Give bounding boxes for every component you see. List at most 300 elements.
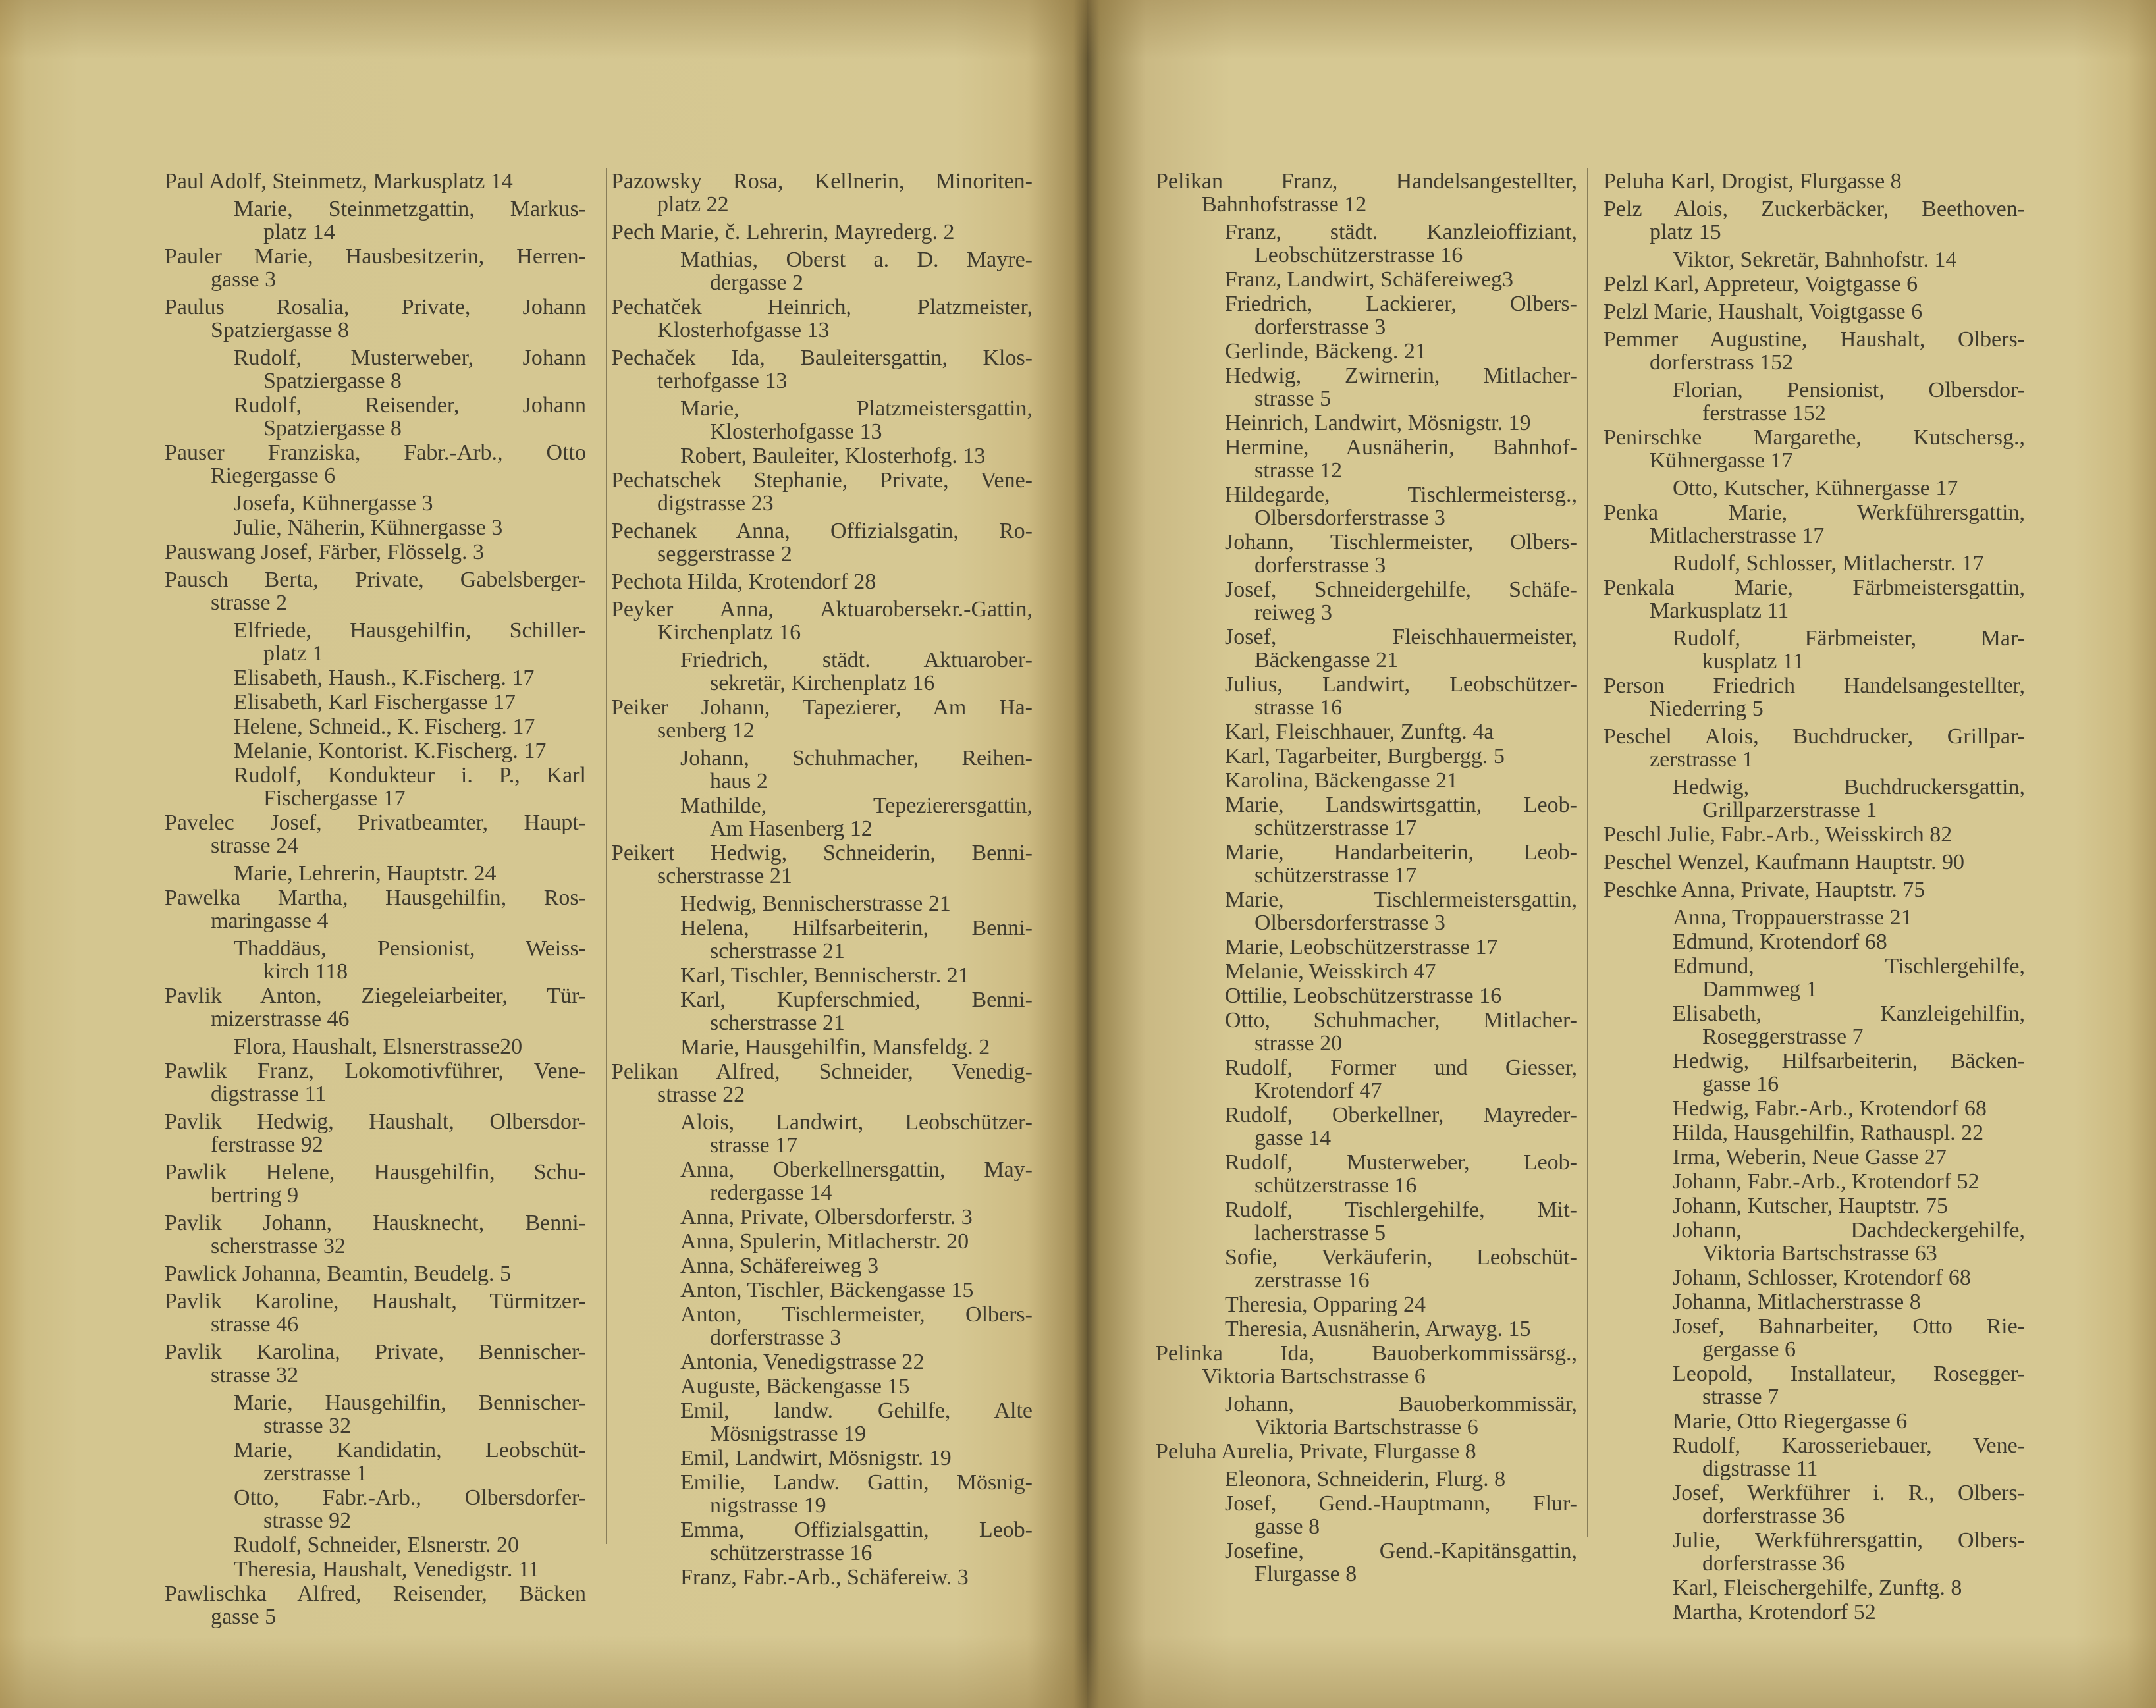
- entry-continuation: Spatziergasse 8: [211, 318, 349, 342]
- entry-text: Pech Marie, č. Lehrerin, Mayrederg. 2: [611, 220, 955, 244]
- directory-subentry: [1156, 483, 1577, 529]
- directory-subentry: [1156, 841, 1577, 887]
- entry-text: Martha, Krotendorf 52: [1673, 1600, 1876, 1624]
- entry-text: Elisabeth, Karl Fischergasse 17: [234, 690, 516, 714]
- directory-subentry: [165, 715, 586, 738]
- directory-subentry: [1604, 1219, 2025, 1265]
- entry-text: Pavlik Hedwig, Haushalt, Olbersdor-: [165, 1109, 586, 1134]
- directory-entry: [1156, 170, 1577, 216]
- entry-continuation: strasse 5: [1254, 387, 1332, 411]
- directory-subentry: [611, 794, 1033, 840]
- directory-subentry: [1156, 626, 1577, 672]
- entry-continuation: Kühnergasse 17: [1650, 448, 1793, 473]
- entry-text: Robert, Bauleiter, Klosterhofg. 13: [680, 444, 986, 468]
- entry-text: Pechanek Anna, Offizialsgatin, Ro-: [611, 519, 1033, 543]
- entry-continuation: strasse 20: [1254, 1031, 1343, 1055]
- entry-continuation: Klosterhofgasse 13: [657, 318, 830, 342]
- entry-text: Pavlik Anton, Ziegeleiarbeiter, Tür-: [165, 984, 586, 1008]
- entry-text: Rudolf, Tischlergehilfe, Mit-: [1225, 1198, 1577, 1222]
- directory-subentry: [611, 747, 1033, 793]
- directory-subentry: [1604, 1434, 2025, 1480]
- entry-continuation: strasse 17: [710, 1133, 798, 1158]
- entry-continuation: redergasse 14: [710, 1181, 832, 1205]
- entry-text: Josef, Fleischhauermeister,: [1225, 625, 1577, 649]
- directory-entry: [165, 568, 586, 614]
- entry-text: Hedwig, Hilfsarbeiterin, Bäcken-: [1673, 1049, 2025, 1073]
- entry-text: Josef, Bahnarbeiter, Otto Rie-: [1673, 1314, 2025, 1339]
- entry-text: Pauler Marie, Hausbesitzerin, Herren-: [165, 244, 586, 269]
- directory-subentry: [611, 892, 1033, 915]
- entry-text: Auguste, Bäckengasse 15: [680, 1374, 910, 1399]
- directory-subentry: [611, 1399, 1033, 1445]
- entry-text: Melanie, Weisskirch 47: [1225, 959, 1436, 984]
- entry-text: Hedwig, Bennischerstrasse 21: [680, 892, 951, 916]
- directory-entry: [1604, 328, 2025, 374]
- entry-text: Hedwig, Buchdruckersgattin,: [1673, 775, 2025, 799]
- directory-subentry: [611, 248, 1033, 294]
- directory-subentry: [611, 1518, 1033, 1564]
- directory-entry: [165, 1341, 586, 1387]
- directory-entry: [165, 984, 586, 1030]
- directory-entry: [611, 469, 1033, 515]
- directory-subentry: [1156, 1293, 1577, 1316]
- entry-continuation: scherstrasse 21: [710, 939, 845, 963]
- entry-continuation: Grillparzerstrasse 1: [1702, 798, 1877, 822]
- entry-text: Flora, Haushalt, Elsnerstrasse20: [234, 1034, 523, 1059]
- entry-text: Karl, Kupferschmied, Benni-: [680, 988, 1033, 1012]
- entry-text: Marie, Otto Riegergasse 6: [1673, 1409, 1908, 1433]
- entry-continuation: dorferstrasse 3: [1254, 315, 1386, 339]
- entry-text: Elisabeth, Haush., K.Fischerg. 17: [234, 666, 535, 690]
- directory-subentry: [1604, 627, 2025, 673]
- directory-subentry: [611, 988, 1033, 1034]
- entry-continuation: schützerstrasse 16: [1254, 1173, 1417, 1198]
- directory-entry: [611, 570, 1033, 593]
- directory-subentry: [1604, 477, 2025, 500]
- directory-column-1: [165, 170, 586, 1633]
- directory-subentry: [165, 691, 586, 714]
- entry-text: Melanie, Kontorist. K.Fischerg. 17: [234, 739, 547, 763]
- directory-subentry: [1604, 1291, 2025, 1314]
- directory-subentry: [611, 649, 1033, 695]
- entry-text: Anton, Tischlermeister, Olbers-: [680, 1302, 1033, 1327]
- directory-subentry: [1604, 1529, 2025, 1575]
- entry-continuation: Olbersdorferstrasse 3: [1254, 911, 1445, 935]
- entry-text: Pawlick Johanna, Beamtin, Beudelg. 5: [165, 1262, 511, 1286]
- entry-continuation: platz 14: [263, 220, 335, 244]
- entry-continuation: platz 22: [657, 192, 729, 217]
- entry-text: Marie, Kandidatin, Leobschüt-: [234, 1438, 586, 1462]
- entry-continuation: gergasse 6: [1702, 1337, 1796, 1362]
- directory-entry: [165, 170, 586, 193]
- entry-text: Anton, Tischler, Bäckengasse 15: [680, 1278, 974, 1302]
- directory-subentry: [1604, 1362, 2025, 1408]
- entry-continuation: scherstrasse 21: [657, 864, 792, 888]
- entry-text: Paulus Rosalia, Private, Johann: [165, 295, 586, 319]
- entry-text: Johann, Bauoberkommissär,: [1225, 1392, 1577, 1416]
- directory-entry: [165, 541, 586, 564]
- entry-text: Julie, Näherin, Kühnergasse 3: [234, 516, 503, 540]
- entry-text: Otto, Schuhmacher, Mitlacher-: [1225, 1008, 1577, 1032]
- directory-subentry: [1156, 1104, 1577, 1150]
- entry-text: Emil, Landwirt, Mösnigstr. 19: [680, 1446, 952, 1470]
- directory-subentry: [1156, 436, 1577, 482]
- directory-subentry: [1156, 1539, 1577, 1586]
- directory-subentry: [165, 1391, 586, 1437]
- entry-text: Helene, Schneid., K. Fischerg. 17: [234, 714, 535, 739]
- entry-continuation: Viktoria Bartschstrasse 63: [1702, 1241, 1937, 1266]
- entry-continuation: zerstrasse 16: [1254, 1268, 1370, 1293]
- entry-continuation: dorferstrasse 3: [1254, 553, 1386, 577]
- entry-continuation: Markusplatz 11: [1650, 599, 1789, 623]
- directory-entry: [1604, 725, 2025, 771]
- directory-subentry: [165, 739, 586, 762]
- entry-continuation: strasse 92: [263, 1508, 352, 1533]
- entry-continuation: sekretär, Kirchenplatz 16: [710, 671, 935, 695]
- entry-text: Josefa, Kühnergasse 3: [234, 491, 433, 516]
- entry-continuation: zerstrasse 1: [263, 1461, 367, 1485]
- directory-subentry: [165, 937, 586, 983]
- entry-text: Marie, Hausgehilfin, Mansfeldg. 2: [680, 1035, 990, 1059]
- entry-continuation: dorferstrasse 36: [1702, 1504, 1845, 1528]
- directory-entry: [165, 1212, 586, 1258]
- directory-subentry: [1156, 1318, 1577, 1341]
- entry-text: Emma, Offizialsgattin, Leob-: [680, 1518, 1033, 1542]
- entry-text: Emilie, Landw. Gattin, Mösnig-: [680, 1470, 1033, 1495]
- entry-continuation: lacherstrasse 5: [1254, 1221, 1386, 1245]
- directory-entry: [611, 170, 1033, 216]
- directory-entry: [165, 1161, 586, 1207]
- entry-text: Otto, Kutscher, Kühnergasse 17: [1673, 476, 1958, 500]
- directory-subentry: [611, 1036, 1033, 1059]
- entry-text: Hildegarde, Tischlermeistersg.,: [1225, 483, 1577, 507]
- entry-text: Peschke Anna, Private, Hauptstr. 75: [1604, 878, 1926, 902]
- entry-text: Mathias, Oberst a. D. Mayre-: [680, 248, 1033, 272]
- directory-subentry: [611, 1566, 1033, 1589]
- directory-subentry: [165, 1534, 586, 1557]
- entry-continuation: strasse 22: [657, 1082, 745, 1107]
- entry-text: Edmund, Tischlergehilfe,: [1673, 954, 2025, 978]
- entry-continuation: Klosterhofgasse 13: [710, 419, 882, 444]
- directory-entry: [1604, 501, 2025, 547]
- entry-text: Franz, städt. Kanzleioffiziant,: [1225, 220, 1577, 244]
- directory-entry: [1604, 300, 2025, 323]
- directory-subentry: [1156, 793, 1577, 840]
- directory-subentry: [1156, 984, 1577, 1007]
- entry-text: Anna, Schäfereiweg 3: [680, 1254, 879, 1278]
- directory-subentry: [1156, 578, 1577, 624]
- entry-text: Peluha Karl, Drogist, Flurgasse 8: [1604, 169, 1902, 194]
- entry-text: Anna, Private, Olbersdorferstr. 3: [680, 1205, 973, 1229]
- entry-continuation: dorferstrass 152: [1650, 350, 1794, 375]
- directory-subentry: [611, 444, 1033, 467]
- entry-continuation: platz 1: [263, 641, 324, 666]
- entry-continuation: schützerstrasse 17: [1254, 863, 1417, 888]
- directory-entry: [165, 1059, 586, 1106]
- directory-subentry: [1156, 340, 1577, 363]
- entry-text: Pavlik Johann, Hausknecht, Benni-: [165, 1211, 586, 1235]
- entry-text: Pechota Hilda, Krotendorf 28: [611, 570, 876, 594]
- entry-continuation: schützerstrasse 17: [1254, 816, 1417, 840]
- directory-entry: [165, 1290, 586, 1336]
- entry-text: Pelzl Marie, Haushalt, Voigtgasse 6: [1604, 300, 1923, 324]
- entry-text: Rudolf, Schneider, Elsnerstr. 20: [234, 1533, 520, 1557]
- entry-continuation: ferstrasse 92: [211, 1133, 323, 1157]
- entry-continuation: gasse 5: [211, 1605, 277, 1629]
- entry-continuation: Krotendorf 47: [1254, 1079, 1382, 1103]
- entry-text: Theresia, Opparing 24: [1225, 1293, 1426, 1317]
- directory-subentry: [165, 516, 586, 539]
- entry-text: Elfriede, Hausgehilfin, Schiller-: [234, 618, 586, 643]
- entry-text: Peikert Hedwig, Schneiderin, Benni-: [611, 841, 1033, 865]
- entry-text: Anna, Oberkellnersgattin, May-: [680, 1158, 1033, 1182]
- directory-subentry: [1156, 745, 1577, 768]
- directory-subentry: [1604, 1146, 2025, 1169]
- directory-subentry: [1156, 1468, 1577, 1491]
- entry-continuation: strasse 16: [1254, 695, 1343, 720]
- entry-continuation: digstrasse 23: [657, 491, 774, 516]
- entry-text: Rudolf, Oberkellner, Mayreder-: [1225, 1103, 1577, 1127]
- entry-continuation: gasse 14: [1254, 1126, 1332, 1150]
- directory-subentry: [1156, 268, 1577, 291]
- directory-subentry: [165, 666, 586, 689]
- entry-continuation: senberg 12: [657, 718, 755, 743]
- entry-continuation: strasse 7: [1702, 1385, 1779, 1409]
- directory-subentry: [1156, 221, 1577, 267]
- directory-subentry: [1604, 1315, 2025, 1361]
- directory-subentry: [1604, 1097, 2025, 1120]
- entry-text: Josefine, Gend.-Kapitänsgattin,: [1225, 1539, 1577, 1563]
- directory-subentry: [1156, 673, 1577, 719]
- directory-entry: [611, 221, 1033, 244]
- directory-entry: [1156, 1342, 1577, 1388]
- directory-subentry: [1604, 1601, 2025, 1624]
- directory-subentry: [611, 1254, 1033, 1277]
- entry-text: Johanna, Mitlacherstrasse 8: [1673, 1290, 1921, 1314]
- entry-text: Peschel Alois, Buchdrucker, Grillpar-: [1604, 724, 2025, 749]
- directory-subentry: [611, 1111, 1033, 1157]
- directory-subentry: [1604, 906, 2025, 929]
- entry-continuation: gasse 3: [211, 267, 277, 292]
- directory-entry: [1604, 170, 2025, 193]
- entry-continuation: Kirchenplatz 16: [657, 620, 801, 645]
- entry-continuation: zerstrasse 1: [1650, 747, 1754, 772]
- directory-subentry: [1604, 1576, 2025, 1599]
- directory-subentry: [1156, 720, 1577, 743]
- entry-text: Hedwig, Zwirnerin, Mitlacher-: [1225, 363, 1577, 388]
- entry-text: Rudolf, Kondukteur i. P., Karl: [234, 763, 586, 787]
- entry-text: Eleonora, Schneiderin, Flurg. 8: [1225, 1467, 1506, 1491]
- entry-text: Anna, Troppauerstrasse 21: [1673, 905, 1912, 930]
- directory-subentry: [1156, 1246, 1577, 1292]
- entry-continuation: Niederring 5: [1650, 697, 1764, 721]
- directory-subentry: [611, 397, 1033, 443]
- entry-text: Peiker Johann, Tapezierer, Am Ha-: [611, 695, 1033, 720]
- directory-entry: [165, 1262, 586, 1285]
- entry-text: Pechaček Ida, Bauleitersgattin, Klos-: [611, 346, 1033, 370]
- entry-text: Josef, Schneidergehilfe, Schäfe-: [1225, 577, 1577, 602]
- entry-continuation: ferstrasse 152: [1702, 401, 1826, 425]
- entry-text: Viktor, Sekretär, Bahnhofstr. 14: [1673, 248, 1957, 272]
- directory-entry: [1156, 1440, 1577, 1463]
- entry-continuation: Spatziergasse 8: [263, 369, 402, 393]
- entry-text: Rudolf, Färbmeister, Mar-: [1673, 626, 2025, 651]
- entry-continuation: strasse 46: [211, 1312, 299, 1337]
- entry-text: Helena, Hilfsarbeiterin, Benni-: [680, 916, 1033, 940]
- entry-text: Rudolf, Schlosser, Mitlacherstr. 17: [1673, 551, 1984, 575]
- entry-text: Penkala Marie, Färbmeistersgattin,: [1604, 575, 2025, 600]
- entry-text: Sofie, Verkäuferin, Leobschüt-: [1225, 1245, 1577, 1269]
- directory-entry: [611, 841, 1033, 888]
- directory-entry: [611, 346, 1033, 392]
- directory-subentry: [611, 1447, 1033, 1470]
- entry-continuation: strasse 24: [211, 834, 299, 858]
- entry-text: Peschl Julie, Fabr.-Arb., Weisskirch 82: [1604, 822, 1953, 847]
- entry-text: Rudolf, Musterweber, Johann: [234, 346, 586, 370]
- directory-subentry: [1156, 1056, 1577, 1102]
- entry-text: Franz, Fabr.-Arb., Schäfereiw. 3: [680, 1565, 969, 1589]
- entry-continuation: dergasse 2: [710, 271, 803, 295]
- entry-text: Peschel Wenzel, Kaufmann Hauptstr. 90: [1604, 850, 1965, 874]
- directory-subentry: [1156, 364, 1577, 410]
- entry-text: Karl, Fleischhauer, Zunftg. 4a: [1225, 720, 1494, 744]
- directory-subentry: [165, 1558, 586, 1581]
- entry-text: Paul Adolf, Steinmetz, Markusplatz 14: [165, 169, 513, 194]
- entry-text: Elisabeth, Kanzleigehilfin,: [1673, 1001, 2025, 1026]
- directory-subentry: [611, 1350, 1033, 1374]
- directory-subentry: [611, 1158, 1033, 1204]
- entry-text: Marie, Leobschützerstrasse 17: [1225, 935, 1498, 959]
- entry-continuation: digstrasse 11: [211, 1082, 327, 1106]
- entry-text: Marie, Tischlermeistersgattin,: [1225, 888, 1577, 912]
- directory-subentry: [165, 346, 586, 392]
- directory-subentry: [1604, 552, 2025, 575]
- directory-entry: [165, 441, 586, 487]
- entry-text: Pazowsky Rosa, Kellnerin, Minoriten-: [611, 169, 1033, 194]
- entry-continuation: haus 2: [710, 769, 768, 793]
- directory-subentry: [1156, 888, 1577, 934]
- directory-entry: [1604, 273, 2025, 296]
- entry-text: Leopold, Installateur, Rosegger-: [1673, 1362, 2025, 1386]
- directory-subentry: [1604, 930, 2025, 953]
- entry-text: Pawlik Franz, Lokomotivführer, Vene-: [165, 1059, 586, 1083]
- entry-text: Pausch Berta, Private, Gabelsberger-: [165, 568, 586, 592]
- entry-text: Pelzl Karl, Appreteur, Voigtgasse 6: [1604, 272, 1918, 296]
- entry-text: Ottilie, Leobschützerstrasse 16: [1225, 984, 1502, 1008]
- entry-text: Rudolf, Karosseriebauer, Vene-: [1673, 1433, 2025, 1458]
- directory-entry: [611, 520, 1033, 566]
- entry-text: Marie, Handarbeiterin, Leob-: [1225, 840, 1577, 865]
- directory-column-3: [1156, 170, 1577, 1587]
- directory-subentry: [165, 394, 586, 440]
- directory-subentry: [165, 1486, 586, 1532]
- directory-entry: [165, 245, 586, 291]
- entry-continuation: Am Hasenberg 12: [710, 816, 873, 841]
- entry-text: Rudolf, Former und Giesser,: [1225, 1055, 1577, 1080]
- directory-subentry: [165, 1035, 586, 1058]
- column-rule-right-page: [1587, 168, 1588, 1537]
- directory-subentry: [611, 1303, 1033, 1349]
- directory-subentry: [1604, 776, 2025, 822]
- entry-continuation: nigstrasse 19: [710, 1493, 826, 1518]
- entry-text: Peyker Anna, Aktuarobersekr.-Gattin,: [611, 597, 1033, 622]
- entry-text: Marie, Platzmeistersgattin,: [680, 396, 1033, 421]
- directory-entry: [1604, 878, 2025, 901]
- entry-continuation: kusplatz 11: [1702, 649, 1804, 674]
- entry-text: Penirschke Margarethe, Kutschersg.,: [1604, 425, 2025, 450]
- directory-entry: [1604, 576, 2025, 622]
- entry-text: Josef, Gend.-Hauptmann, Flur-: [1225, 1491, 1577, 1516]
- entry-text: Emil, landw. Gehilfe, Alte: [680, 1399, 1033, 1423]
- entry-text: Pemmer Augustine, Haushalt, Olbers-: [1604, 327, 2025, 352]
- directory-entry: [165, 886, 586, 932]
- entry-text: Pawlik Helene, Hausgehilfin, Schu-: [165, 1160, 586, 1185]
- directory-entry: [165, 1110, 586, 1156]
- entry-continuation: Leobschützerstrasse 16: [1254, 243, 1463, 267]
- directory-subentry: [1604, 1194, 2025, 1217]
- entry-continuation: digstrasse 11: [1702, 1456, 1818, 1481]
- entry-continuation: Roseggerstrasse 7: [1702, 1025, 1864, 1049]
- entry-text: Johann, Fabr.-Arb., Krotendorf 52: [1673, 1169, 1980, 1194]
- entry-text: Hermine, Ausnäherin, Bahnhof-: [1225, 435, 1577, 460]
- directory-subentry: [1604, 379, 2025, 425]
- directory-subentry: [1604, 1002, 2025, 1048]
- directory-entry: [1604, 823, 2025, 846]
- directory-subentry: [1604, 1121, 2025, 1144]
- entry-text: Rudolf, Musterweber, Leob-: [1225, 1150, 1577, 1175]
- directory-subentry: [1156, 960, 1577, 983]
- directory-entry: [611, 696, 1033, 742]
- directory-entry: [1604, 426, 2025, 472]
- entry-text: Johann, Tischlermeister, Olbers-: [1225, 530, 1577, 554]
- entry-text: Julius, Landwirt, Leobschützer-: [1225, 672, 1577, 697]
- directory-subentry: [1604, 248, 2025, 271]
- column-rule-left-page: [606, 168, 607, 1544]
- entry-continuation: reiweg 3: [1254, 600, 1333, 625]
- entry-continuation: strasse 2: [211, 591, 288, 615]
- entry-text: Thaddäus, Pensionist, Weiss-: [234, 936, 586, 961]
- entry-text: Pelikan Alfred, Schneider, Venedig-: [611, 1059, 1033, 1084]
- directory-column-2: [611, 170, 1033, 1590]
- directory-subentry: [1156, 1492, 1577, 1538]
- entry-text: Karl, Fleischergehilfe, Zunftg. 8: [1673, 1576, 1962, 1600]
- directory-subentry: [1604, 1481, 2025, 1528]
- directory-subentry: [1604, 1170, 2025, 1193]
- directory-column-4: [1604, 170, 2025, 1625]
- directory-subentry: [611, 1279, 1033, 1302]
- entry-text: Karl, Tischler, Bennischerstr. 21: [680, 963, 969, 988]
- directory-subentry: [1156, 531, 1577, 577]
- entry-continuation: seggerstrasse 2: [657, 542, 792, 566]
- entry-text: Julie, Werkführersgattin, Olbers-: [1673, 1528, 2025, 1553]
- entry-text: Karl, Tagarbeiter, Burgbergg. 5: [1225, 744, 1505, 768]
- directory-subentry: [1156, 1198, 1577, 1244]
- directory-subentry: [165, 764, 586, 810]
- directory-entry: [611, 296, 1033, 342]
- entry-text: Friedrich, Lackierer, Olbers-: [1225, 292, 1577, 316]
- directory-subentry: [611, 1375, 1033, 1398]
- directory-entry: [165, 1582, 586, 1628]
- entry-continuation: dorferstrasse 36: [1702, 1551, 1845, 1576]
- entry-text: Pauser Franziska, Fabr.-Arb., Otto: [165, 440, 586, 465]
- entry-text: Mathilde, Tepezierersgattin,: [680, 793, 1033, 818]
- directory-subentry: [1156, 769, 1577, 792]
- directory-subentry: [611, 917, 1033, 963]
- directory-entry: [165, 296, 586, 342]
- directory-subentry: [1156, 1151, 1577, 1197]
- directory-subentry: [165, 1439, 586, 1485]
- entry-continuation: Viktoria Bartschstrasse 6: [1254, 1415, 1478, 1439]
